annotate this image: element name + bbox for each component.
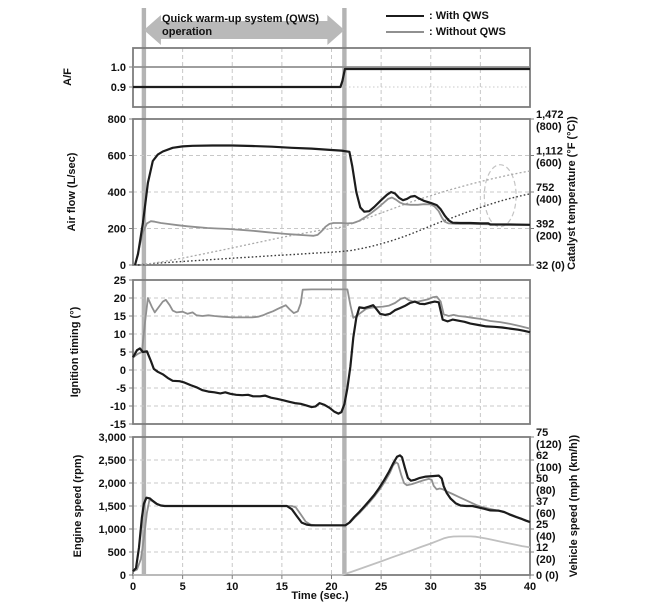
right-tick-label: 50 bbox=[536, 473, 549, 485]
y-tick-label: -10 bbox=[110, 401, 126, 413]
y-tick-label: 1,500 bbox=[98, 501, 126, 513]
right-tick-label: (800) bbox=[536, 121, 562, 133]
y-tick-label: 500 bbox=[107, 547, 126, 559]
y-tick-label: 1,000 bbox=[98, 524, 126, 536]
right-tick-label: (60) bbox=[536, 508, 556, 520]
y-tick-label: 2,500 bbox=[98, 455, 126, 467]
right-tick-label: 1,112 bbox=[536, 145, 563, 158]
qws-arrow-label-line2: operation bbox=[162, 26, 213, 38]
x-tick-label: 35 bbox=[474, 581, 487, 593]
y-tick-label: 0 bbox=[119, 260, 126, 272]
x-tick-label: 20 bbox=[325, 581, 338, 593]
right-tick-label: 1,472 bbox=[536, 109, 564, 121]
y-tick-label: 0 bbox=[119, 570, 126, 582]
y-tick-label: 0.9 bbox=[110, 82, 126, 94]
right-tick-label: (600) bbox=[536, 157, 562, 170]
right-tick-label: 62 bbox=[536, 450, 549, 462]
y-tick-label: 600 bbox=[107, 150, 126, 163]
airflow-axis-title: Air flow (L/sec) bbox=[66, 152, 78, 232]
x-tick-label: 15 bbox=[275, 581, 288, 593]
y-tick-label: 10 bbox=[113, 329, 126, 341]
x-tick-label: 0 bbox=[129, 581, 137, 593]
right-tick-label: 32 (0) bbox=[536, 260, 565, 272]
ignition-axis-title: Ignition timing (°) bbox=[69, 306, 81, 398]
catalyst-temp-axis-title: Catalyst temperature (°F (°C)) bbox=[566, 116, 578, 270]
legend-label-without-qws: : Without QWS bbox=[429, 26, 506, 38]
y-tick-label: 0 bbox=[119, 365, 126, 377]
series-catalyst-temperature-with-qws-air bbox=[141, 171, 530, 265]
series-catalyst-temperature-without-qws-air bbox=[138, 194, 530, 265]
x-tick-label: 40 bbox=[523, 581, 537, 593]
right-tick-label: 75 bbox=[536, 427, 549, 439]
right-tick-label: (80) bbox=[536, 485, 556, 497]
y-tick-label: 2,000 bbox=[98, 478, 126, 490]
y-tick-label: 25 bbox=[113, 275, 126, 287]
x-tick-label: 10 bbox=[226, 581, 239, 593]
legend bbox=[386, 8, 506, 40]
x-axis-title: Time (sec.) bbox=[291, 590, 349, 602]
y-tick-label: 800 bbox=[107, 114, 126, 126]
y-tick-label: -5 bbox=[116, 383, 126, 395]
y-tick-label: 400 bbox=[107, 187, 126, 199]
y-tick-label: 200 bbox=[107, 223, 126, 236]
y-tick-label: 5 bbox=[119, 347, 126, 359]
y-tick-label: 20 bbox=[113, 293, 126, 305]
right-tick-label: 37 bbox=[536, 496, 549, 508]
series-with-qws-air bbox=[135, 146, 530, 266]
af-axis-title: A/F bbox=[62, 68, 74, 86]
legend-label-with-qws: : With QWS bbox=[429, 10, 489, 22]
right-tick-label: 0 (0) bbox=[536, 570, 559, 582]
right-tick-label: (200) bbox=[536, 230, 562, 243]
qws-period-line bbox=[142, 8, 146, 575]
legend-line-without-qws-icon bbox=[386, 31, 424, 33]
qws-period-line bbox=[342, 8, 346, 575]
engine-speed-axis-title: Engine speed (rpm) bbox=[72, 454, 84, 558]
y-tick-label: -15 bbox=[110, 419, 126, 431]
y-tick-label: 1.0 bbox=[110, 62, 126, 74]
right-tick-label: (120) bbox=[536, 439, 562, 451]
right-tick-label: (400) bbox=[536, 194, 562, 206]
y-tick-label: 3,000 bbox=[98, 432, 126, 444]
qws-arrow-label bbox=[162, 13, 319, 39]
y-tick-label: 15 bbox=[113, 311, 126, 323]
x-tick-label: 5 bbox=[179, 581, 186, 593]
legend-line-with-qws-icon bbox=[386, 15, 424, 17]
legend-item-with-qws bbox=[386, 8, 506, 24]
right-tick-label: 12 bbox=[536, 542, 549, 554]
right-tick-label: 25 bbox=[536, 519, 549, 531]
x-tick-label: 25 bbox=[375, 581, 388, 593]
right-tick-label: 392 bbox=[536, 218, 555, 231]
qws-arrow-label-line1: Quick warm-up system (QWS) bbox=[162, 13, 320, 25]
series-without-qws-air bbox=[135, 198, 530, 266]
right-tick-label: (40) bbox=[536, 531, 556, 543]
vehicle-speed-axis-title: Vehicle speed (mph (km/h)) bbox=[568, 434, 580, 578]
right-tick-label: (100) bbox=[536, 462, 562, 474]
right-tick-label: 752 bbox=[536, 182, 555, 194]
right-tick-label: (20) bbox=[536, 554, 556, 566]
x-tick-label: 30 bbox=[424, 581, 437, 593]
legend-item-without-qws bbox=[386, 24, 506, 40]
